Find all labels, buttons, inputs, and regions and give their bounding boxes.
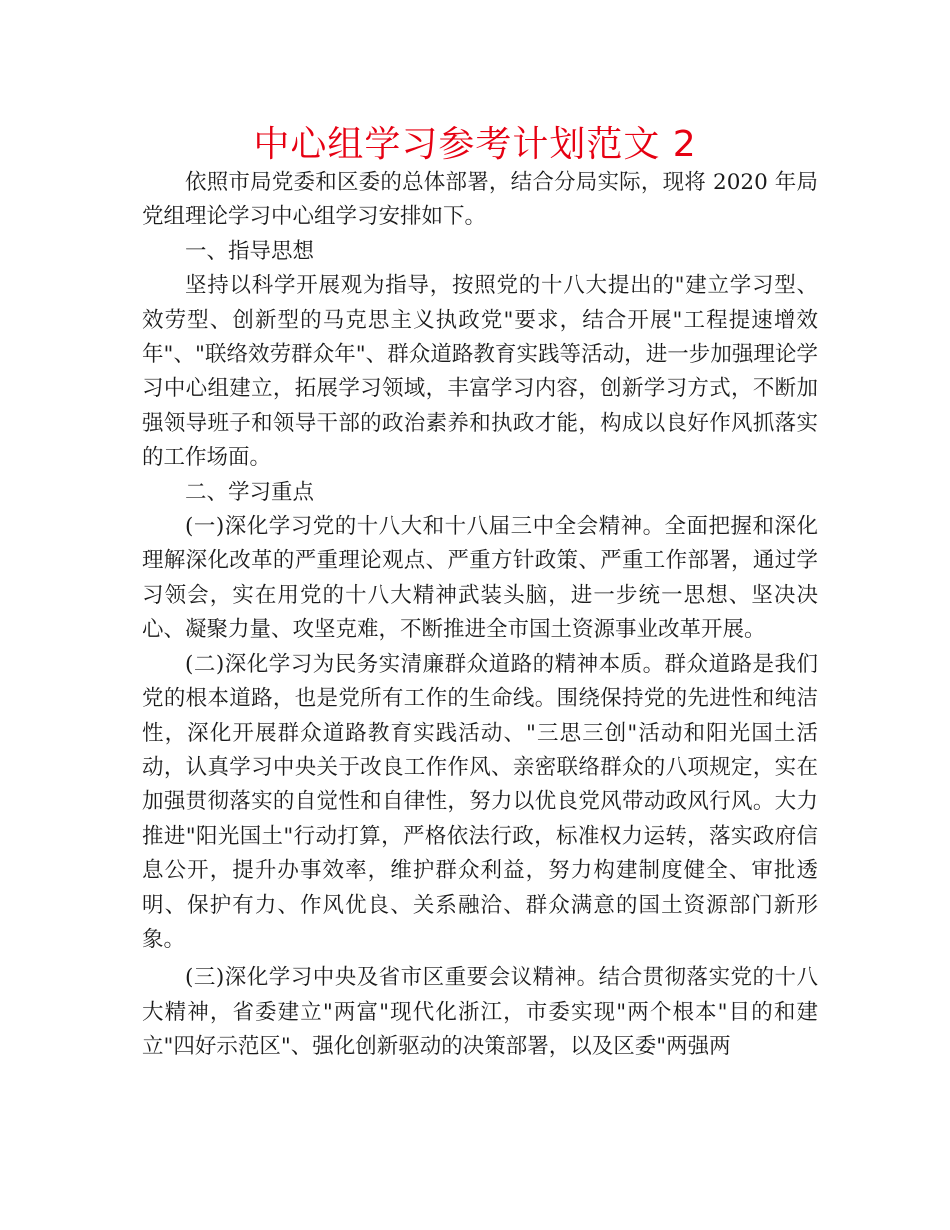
guiding-thought-paragraph: 坚持以科学开展观为指导，按照党的十八大提出的"建立学习型、效劳型、创新型的马克思主义执政党"要求，结合开展"工程提速增效年"、"联络效劳群众年"、群众道路教育实践等活动，进一步加强理论学习中心组建立，拓展学习领域，丰富学习内容，创新学习方式，不断加强领导班子和领导干部的政治素养和执政才能，构成以良好作风抓落实的工作场面。 bbox=[142, 273, 818, 471]
intro-paragraph: 依照市局党委和区委的总体部署，结合分局实际，现将 2020 年局党组理论学习中心组学习安排如下。 bbox=[142, 170, 818, 230]
document-body bbox=[142, 166, 818, 1065]
document-title: 中心组学习参考计划范文 2 bbox=[253, 124, 697, 165]
study-focus-item-2: (二)深化学习为民务实清廉群众道路的精神本质。群众道路是我们党的根本道路，也是党所有工作的生命线。围绕保持党的先进性和纯洁性，深化开展群众道路教育实践活动、"三思三创"活动和阳光国土活动，认真学习中央关于改良工作作风、亲密联络群众的八项规定，实在加强贯彻落实的自觉性和自律性，努力以优良党风带动政风行风。大力推进"阳光国土"行动打算，严格依法行政，标准权力运转，落实政府信息公开，提升办事效率，维护群众利益，努力构建制度健全、审批透明、保护有力、作风优良、关系融洽、群众满意的国土资源部门新形象。 bbox=[142, 651, 818, 952]
section-heading-study-focus: 二、学习重点 bbox=[185, 479, 315, 505]
section-heading-guiding-thought: 一、指导思想 bbox=[185, 238, 315, 264]
study-focus-item-3: (三)深化学习中央及省市区重要会议精神。结合贯彻落实党的十八大精神，省委建立"两富"现代化浙江，市委实现"两个根本"目的和建立"四好示范区"、强化创新驱动的决策部署，以及区委"两强两 bbox=[142, 965, 818, 1060]
study-focus-item-1: (一)深化学习党的十八大和十八届三中全会精神。全面把握和深化理解深化改革的严重理论观点、严重方针政策、严重工作部署，通过学习领会，实在用党的十八大精神武装头脑，进一步统一思想、坚决决心、凝聚力量、攻坚克难，不断推进全市国土资源事业改革开展。 bbox=[142, 514, 818, 643]
